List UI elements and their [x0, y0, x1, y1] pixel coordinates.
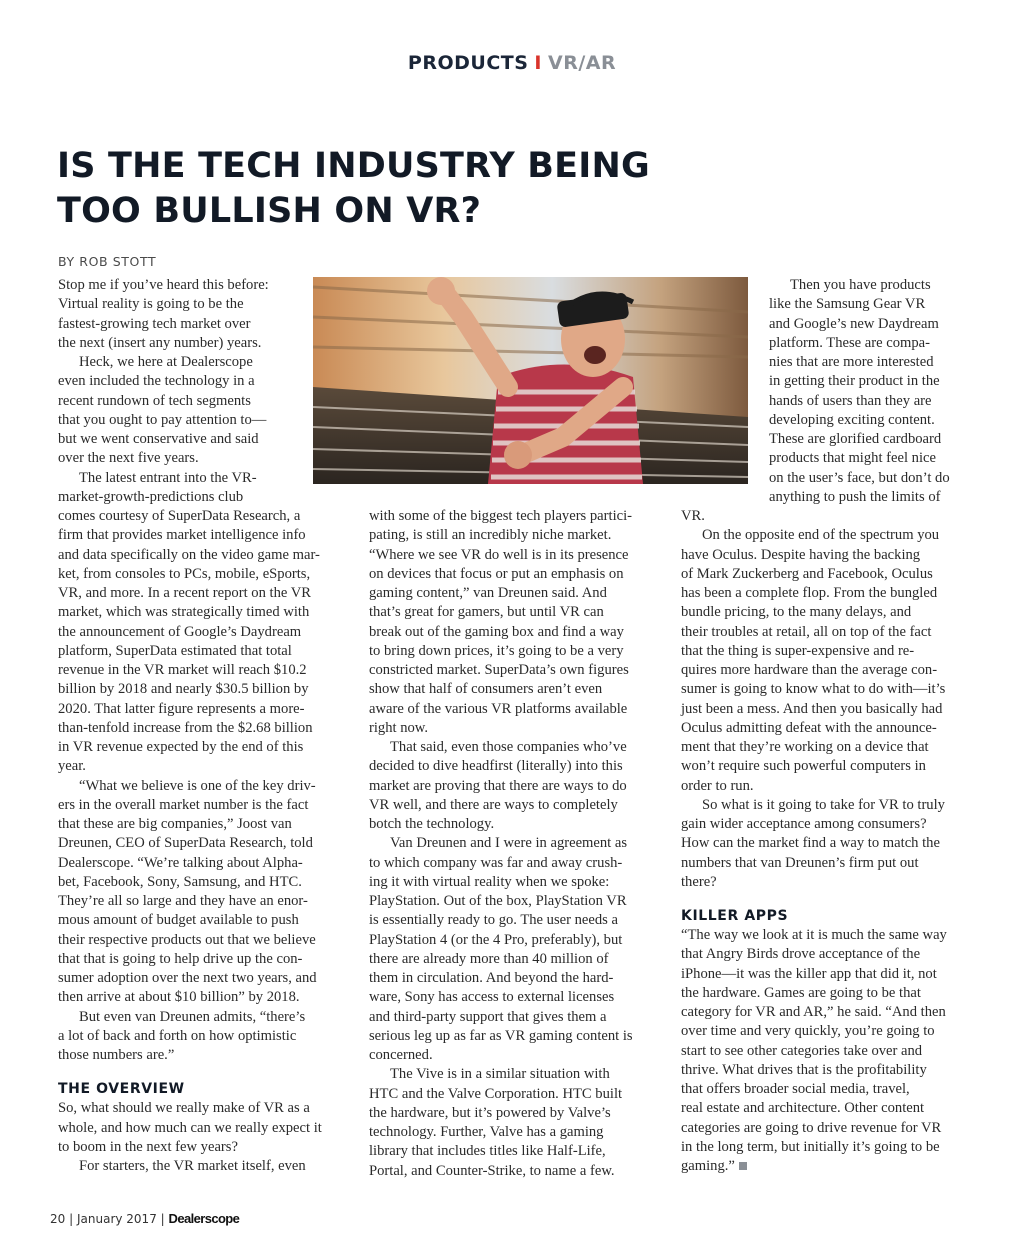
text-line: VR well, and there are ways to completely [369, 796, 618, 813]
paragraph [681, 526, 986, 796]
text-line: then arrive at about $10 billion” by 2018. [58, 989, 300, 1006]
text-line: even included the technology in a [58, 373, 255, 390]
text-line: than-tenfold increase from the $2.68 billion [58, 719, 313, 736]
text-line: bundle pricing, to the many delays, and [681, 604, 912, 621]
text-line: ers in the overall market number is the fact [58, 796, 309, 813]
text-line: to bring down prices, it’s going to be a very [369, 642, 624, 659]
text-line: in the long term, but initially it’s going to be [681, 1138, 940, 1155]
text-line: their respective products out that we believe [58, 931, 316, 948]
text-line: “What we believe is one of the key driv- [79, 777, 316, 794]
column-2-body [369, 507, 669, 1181]
text-line: just been a mess. And then you basically had [681, 700, 943, 717]
page-footer [50, 1211, 239, 1226]
text-line: that you ought to pay attention to— [58, 411, 267, 428]
text-line: real estate and architecture. Other content [681, 1100, 925, 1117]
text-line: Dreunen, CEO of SuperData Research, told [58, 835, 313, 852]
text-line: “Where we see VR do well is in its presence [369, 546, 629, 563]
text-line: in getting their product in the [769, 373, 940, 390]
paragraph [58, 353, 303, 469]
text-line: those numbers are.” [58, 1047, 175, 1063]
text-line: VR. [681, 508, 705, 524]
column-3-intro [769, 276, 984, 507]
text-line: “The way we look at it is much the same way [681, 927, 947, 943]
text-line: mous amount of budget available to push [58, 912, 299, 929]
text-line: VR, and more. In a recent report on the VR [58, 585, 312, 601]
text-line: ing it with virtual reality when we spoke: [369, 873, 610, 890]
text-line: that’s great for gamers, but until VR can [369, 604, 604, 621]
text-line: their troubles at retail, all on top of the fact [681, 623, 932, 640]
text-line: the hardware. Games are going to be that [681, 984, 921, 1001]
issue-date: January 2017 [76, 1212, 157, 1226]
text-line: market-growth-predictions club [58, 488, 244, 505]
text-line: and Google’s new Daydream [769, 315, 939, 332]
text-line: That said, even those companies who’ve [390, 739, 627, 755]
text-line: them in circulation. And beyond the hard- [369, 970, 614, 986]
text-line: So what is it going to take for VR to truly [702, 796, 945, 813]
article-headline [57, 144, 757, 234]
text-line: library that includes titles like Half-Life, [369, 1143, 606, 1160]
text-line: but we went conservative and said [58, 431, 259, 447]
text-line: that the thing is super-expensive and re- [681, 642, 915, 659]
paragraph [369, 834, 669, 1065]
text-line: category for VR and AR,” he said. “And then [681, 1004, 946, 1020]
text-line: the next (insert any number) years. [58, 334, 262, 351]
text-line: sumer is going to know what to do with—it’s [681, 681, 946, 698]
text-line: concerned. [369, 1047, 433, 1063]
text-line: to boom in the next few years? [58, 1138, 238, 1155]
section-subhead: KILLER APPS [681, 908, 789, 924]
text-line: Heck, we here at Dealerscope [79, 354, 253, 370]
page-number: 20 [50, 1212, 66, 1226]
text-line: platform, SuperData estimated that total [58, 642, 292, 659]
text-line: anything to push the limits of [769, 488, 941, 505]
text-line: Stop me if you’ve heard this before: [58, 277, 269, 293]
text-line: revenue in the VR market will reach $10.2 [58, 662, 307, 678]
paragraph [58, 1099, 358, 1157]
text-line: They’re all so large and they have an enor- [58, 893, 308, 909]
paragraph [369, 738, 669, 834]
text-line: market, which was strategically timed with [58, 604, 310, 621]
text-line: show that half of consumers aren’t even [369, 681, 603, 698]
section-header [0, 52, 1024, 74]
footer-separator: | [69, 1212, 74, 1226]
text-line: whole, and how much can we really expect it [58, 1119, 322, 1136]
text-line: hands of users than they are [769, 392, 932, 409]
hero-image [313, 277, 748, 484]
text-line: year. [58, 758, 86, 775]
text-line: order to run. [681, 777, 754, 794]
text-line: gaming content,” van Dreunen said. And [369, 585, 607, 601]
paragraph [58, 276, 303, 353]
footer-separator: | [160, 1212, 165, 1226]
text-line: On the opposite end of the spectrum you [702, 527, 940, 544]
column-3-body [681, 507, 986, 1176]
paragraph [369, 507, 669, 738]
text-line: quires more hardware than the average con- [681, 662, 938, 678]
text-line: aware of the various VR platforms available [369, 700, 628, 717]
text-line: that these are big companies,” Joost van [58, 816, 292, 832]
paragraph [769, 276, 984, 507]
text-line: numbers that van Dreunen’s firm put out [681, 854, 919, 871]
text-line: Then you have products [790, 277, 931, 293]
text-line: that that is going to help drive up the con- [58, 950, 303, 967]
text-line: comes courtesy of SuperData Research, a [58, 508, 301, 524]
vr-photo-illustration [313, 277, 748, 484]
text-line: and third-party support that gives them a [369, 1008, 607, 1025]
text-line: The Vive is in a similar situation with [390, 1066, 610, 1083]
text-line: fastest-growing tech market over [58, 315, 251, 332]
text-line: ware, Sony has access to external licenses [369, 989, 615, 1006]
text-line: 2020. That latter figure represents a more- [58, 700, 305, 717]
byline: BY ROB STOTT [58, 254, 157, 269]
text-line: over the next five years. [58, 450, 199, 467]
text-line: pating, is still an incredibly niche market. [369, 527, 612, 544]
headline-line-1: IS THE TECH INDUSTRY BEING [57, 146, 650, 186]
text-line: developing exciting content. [769, 411, 935, 428]
column-1-intro [58, 276, 303, 507]
text-line: that offers broader social media, travel, [681, 1081, 910, 1097]
text-line: How can the market find a way to match the [681, 835, 940, 852]
text-line: Portal, and Counter-Strike, to name a few. [369, 1162, 615, 1179]
text-line: break out of the gaming box and find a way [369, 623, 624, 640]
text-line: The latest entrant into the VR- [79, 469, 257, 486]
text-line: have Oculus. Despite having the backing [681, 546, 921, 563]
text-line: has been a complete flop. From the bungled [681, 585, 938, 601]
paragraph [681, 796, 986, 892]
text-line: nies that are more interested [769, 354, 934, 370]
section-subhead: THE OVERVIEW [58, 1081, 185, 1098]
text-line: on devices that focus or put an emphasis on [369, 565, 624, 582]
text-line: thrive. What drives that is the profitability [681, 1061, 927, 1078]
column-1-body [58, 507, 358, 1176]
section-label: PRODUCTS [407, 52, 529, 74]
text-line: iPhone—it was the killer app that did it, not [681, 965, 937, 982]
text-line: gain wider acceptance among consumers? [681, 816, 927, 832]
text-line: ment that they’re working on a device that [681, 739, 929, 755]
paragraph [369, 1065, 669, 1181]
text-line: Van Dreunen and I were in agreement as [390, 835, 628, 852]
text-line: Dealerscope. “We’re talking about Alpha- [58, 854, 303, 871]
text-line: decided to dive headfirst (literally) into this [369, 758, 623, 775]
text-line: But even van Dreunen admits, “there’s [79, 1008, 306, 1025]
section-separator: I [534, 52, 542, 74]
text-line: right now. [369, 719, 429, 736]
text-line: bet, Facebook, Sony, Samsung, and HTC. [58, 873, 302, 890]
text-line: won’t require such powerful computers in [681, 758, 926, 775]
text-line: These are glorified cardboard [769, 431, 942, 447]
text-line: Virtual reality is going to be the [58, 296, 244, 313]
text-line: that Angry Birds drove acceptance of the [681, 946, 921, 963]
text-line: products that might feel nice [769, 450, 936, 467]
text-line: the hardware, but it’s powered by Valve’s [369, 1104, 611, 1121]
text-line: sumer adoption over the next two years, and [58, 970, 317, 986]
text-line: gaming.” [681, 1158, 735, 1174]
text-line: in VR revenue expected by the end of this [58, 739, 304, 755]
text-line: technology. Further, Valve has a gaming [369, 1124, 604, 1140]
paragraph [681, 507, 986, 526]
text-line: So, what should we really make of VR as a [58, 1100, 310, 1117]
paragraph [58, 1157, 358, 1176]
text-line: botch the technology. [369, 816, 495, 832]
text-line: recent rundown of tech segments [58, 392, 251, 409]
text-line: PlayStation. Out of the box, PlayStation VR [369, 893, 627, 909]
text-line: and data specifically on the video game mar- [58, 546, 320, 563]
text-line: is essentially ready to go. The user needs a [369, 912, 618, 929]
text-line: on the user’s face, but don’t do [769, 469, 950, 486]
text-line: market are proving that there are ways to do [369, 777, 627, 794]
text-line: start to see other categories take over and [681, 1042, 923, 1059]
paragraph [58, 1008, 358, 1066]
text-line: HTC and the Valve Corporation. HTC built [369, 1085, 623, 1102]
text-line: there? [681, 873, 717, 890]
text-line: constricted market. SuperData’s own figures [369, 662, 629, 678]
paragraph [681, 926, 986, 1176]
text-line: to which company was far and away crush- [369, 854, 623, 871]
headline-line-2: TOO BULLISH ON VR? [57, 191, 482, 231]
subsection-label: VR/AR [547, 52, 617, 74]
publication-logo: Dealerscope [168, 1211, 240, 1226]
text-line: categories are going to drive revenue for VR [681, 1119, 942, 1136]
text-line: with some of the biggest tech players partici- [369, 508, 633, 524]
paragraph [58, 507, 358, 777]
text-line: a lot of back and forth on how optimistic [58, 1027, 297, 1044]
text-line: there are already more than 40 million of [369, 950, 609, 967]
text-line: over time and very quickly, you’re going to [681, 1023, 935, 1040]
text-line: PlayStation 4 (or the 4 Pro, preferably), but [369, 931, 623, 948]
paragraph [58, 777, 358, 1008]
paragraph [58, 469, 303, 508]
text-line: firm that provides market intelligence info [58, 527, 306, 544]
text-line: platform. These are compa- [769, 334, 931, 351]
end-mark-icon [739, 1162, 747, 1170]
text-line: ket, from consoles to PCs, mobile, eSports, [58, 565, 311, 582]
text-line: billion by 2018 and nearly $30.5 billion by [58, 681, 309, 698]
text-line: of Mark Zuckerberg and Facebook, Oculus [681, 565, 933, 582]
text-line: the announcement of Google’s Daydream [58, 623, 302, 640]
text-line: Oculus admitting defeat with the announce- [681, 719, 937, 736]
text-line: For starters, the VR market itself, even [79, 1158, 306, 1174]
text-line: like the Samsung Gear VR [769, 296, 926, 313]
text-line: serious leg up as far as VR gaming content is [369, 1027, 633, 1044]
